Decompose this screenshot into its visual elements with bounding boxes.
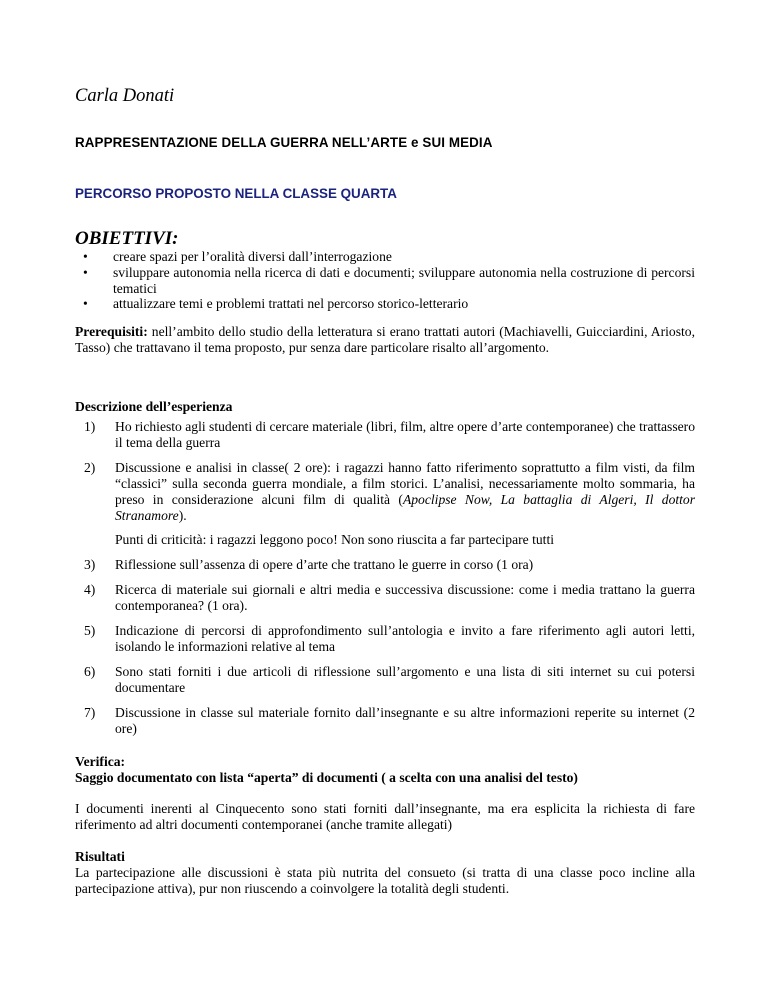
- list-item: [75, 249, 695, 265]
- step-text: Discussione e analisi in classe( 2 ore): i ragazzi hanno fatto riferimento soprattutto a film visti, da film “classici” sulla seconda guerra mondiale, a film storici. L’analisi, necessariamente molto sommaria, ha preso in considerazione alcuni film di qualità (: [115, 460, 695, 507]
- step-text: Indicazione di percorsi di approfondimento sull’antologia e invito a fare riferimento agli autori letti, isolando le informazioni relative al tema: [115, 623, 695, 654]
- objectives-list: [75, 249, 695, 312]
- list-item: [75, 623, 695, 655]
- results-heading: Risultati: [75, 849, 125, 864]
- list-item: [75, 705, 695, 737]
- list-item: [75, 664, 695, 696]
- prerequisites-paragraph: [75, 324, 695, 356]
- objectives-heading: OBIETTIVI:: [75, 228, 179, 249]
- description-steps: [75, 419, 695, 746]
- step-number: 5): [84, 623, 96, 638]
- list-item: [75, 557, 695, 573]
- verification-heading: Verifica:: [75, 754, 126, 769]
- step-note: Punti di criticità: i ragazzi leggono poco! Non sono riuscita a far partecipare tutti: [115, 532, 555, 547]
- step-text: Riflessione sull’assenza di opere d’arte che trattano le guerre in corso (1 ora): [115, 557, 534, 572]
- document-title: RAPPRESENTAZIONE DELLA GUERRA NELL’ARTE e SUI MEDIA: [75, 135, 493, 150]
- results-paragraph: La partecipazione alle discussioni è stata più nutrita del consueto (si tratta di una classe poco incline alla partecipazione attiva), pur non riuscendo a coinvolgere la totalità degli studenti.: [75, 865, 695, 896]
- step-text: Discussione in classe sul materiale fornito dall’insegnante e su altre informazioni reperite su internet (2 ore): [115, 705, 695, 736]
- verification-subheading: Saggio documentato con lista “aperta” di documenti ( a scelta con una analisi del testo): [75, 770, 578, 785]
- bullet-icon: •: [83, 249, 88, 264]
- description-heading: Descrizione dell’esperienza: [75, 399, 233, 414]
- list-item: [75, 265, 695, 297]
- document-subtitle: PERCORSO PROPOSTO NELLA CLASSE QUARTA: [75, 186, 397, 201]
- step-number: 6): [84, 664, 96, 679]
- step-number: 3): [84, 557, 96, 572]
- author-name: Carla Donati: [75, 86, 175, 106]
- step-number: 7): [84, 705, 96, 720]
- objective-text: sviluppare autonomia nella ricerca di dati e documenti; sviluppare autonomia nella costruzione di percorsi tematici: [113, 264, 695, 296]
- bullet-icon: •: [83, 264, 88, 280]
- verification-paragraph: I documenti inerenti al Cinquecento sono stati forniti dall’insegnante, ma era esplicita la richiesta di fare riferimento ad altri documenti contemporanei (anche tramite allegati): [75, 801, 695, 832]
- step-text-tail: ).: [178, 508, 187, 523]
- objective-text: creare spazi per l’oralità diversi dall’interrogazione: [113, 249, 392, 264]
- bullet-icon: •: [83, 296, 88, 312]
- step-number: 4): [84, 582, 96, 597]
- list-item: [75, 582, 695, 614]
- step-number: 1): [84, 419, 96, 434]
- prerequisites-text: nell’ambito dello studio della letteratura si erano trattati autori (Machiavelli, Guicciardini, Ariosto, Tasso) che trattavano il tema proposto, pur senza dare particolare risalto all’argomento.: [75, 324, 695, 355]
- list-item: [75, 296, 695, 312]
- list-item: [75, 460, 695, 548]
- objective-text: attualizzare temi e problemi trattati nel percorso storico-letterario: [113, 296, 469, 312]
- step-text: Sono stati forniti i due articoli di riflessione sull’argomento e una lista di siti internet su cui potersi documentare: [115, 664, 695, 695]
- film-titles: Apoclipse Now, La battaglia di Algeri, Il dottor Stranamore: [115, 492, 696, 523]
- list-item: [75, 419, 695, 451]
- step-number: 2): [84, 460, 96, 475]
- prerequisites-label: Prerequisiti:: [75, 324, 148, 339]
- step-text: Ricerca di materiale sui giornali e altri media e successiva discussione: come i media trattano la guerra contemporanea? (1 ora).: [115, 582, 695, 613]
- step-text: Ho richiesto agli studenti di cercare materiale (libri, film, altre opere d’arte contemporanee) che trattassero il tema della guerra: [115, 419, 695, 450]
